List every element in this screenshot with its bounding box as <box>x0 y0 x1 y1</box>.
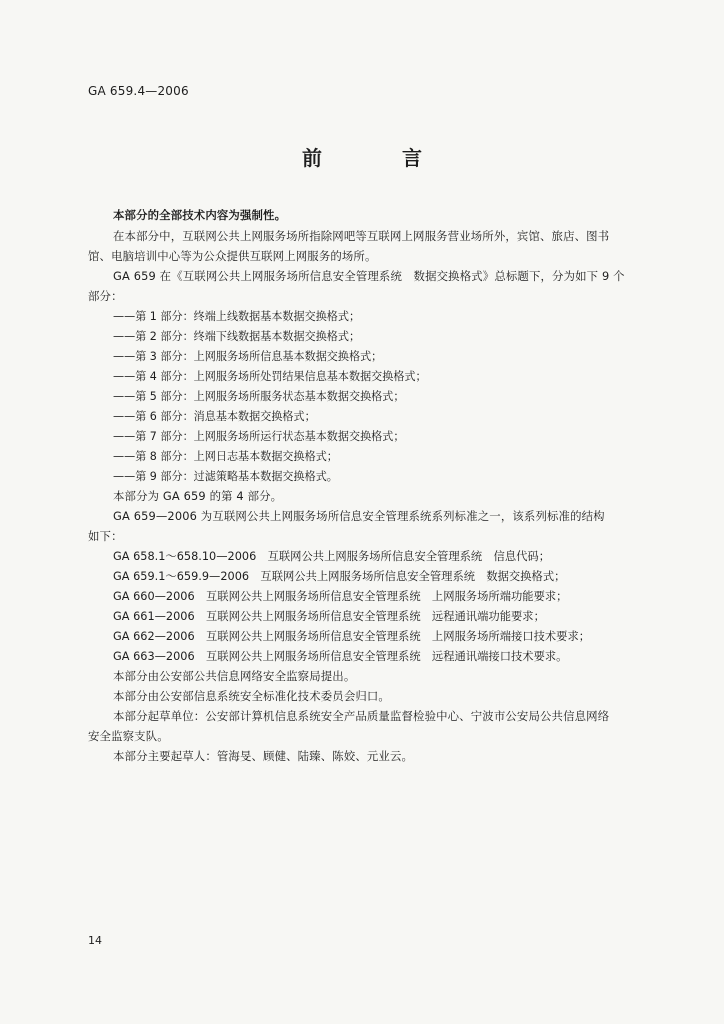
part-list-item: ——第 1 部分：终端上线数据基本数据交换格式； <box>113 310 361 323</box>
standard-series-item: GA 660—2006 互联网公共上网服务场所信息安全管理系统 上网服务场所端功能要求； <box>113 590 568 603</box>
standard-series-item: GA 658.1～658.10—2006 互联网公共上网服务场所信息安全管理系统 信息代码； <box>113 550 551 563</box>
part-list-item: ——第 6 部分：消息基本数据交换格式； <box>113 410 316 423</box>
mandatory-statement: 本部分的全部技术内容为强制性。 <box>113 208 287 222</box>
series-paragraph-line-1: GA 659—2006 为互联网公共上网服务场所信息安全管理系统系列标准之一，该系列标准的结构 <box>113 509 605 523</box>
structure-paragraph-line-1: GA 659 在《互联网公共上网服务场所信息安全管理系统 数据交换格式》总标题下，分为如下 9 个 <box>113 269 625 283</box>
part-list-item: ——第 5 部分：上网服务场所服务状态基本数据交换格式； <box>113 390 405 403</box>
standard-number-header: GA 659.4—2006 <box>88 84 189 98</box>
standard-series-item: GA 659.1～659.9—2006 互联网公共上网服务场所信息安全管理系统 数据交换格式； <box>113 570 566 583</box>
part-list-item: ——第 8 部分：上网日志基本数据交换格式； <box>113 450 338 463</box>
standard-series-item: GA 662—2006 互联网公共上网服务场所信息安全管理系统 上网服务场所端接口技术要求； <box>113 630 591 643</box>
drafters-statement: 本部分主要起草人：管海旻、顾健、陆臻、陈姣、元业云。 <box>113 749 414 763</box>
page-number: 14 <box>88 934 102 947</box>
page-title: 前 言 <box>302 146 452 170</box>
standard-series-item: GA 663—2006 互联网公共上网服务场所信息安全管理系统 远程通讯端接口技术要求。 <box>113 650 568 663</box>
part-list-item: ——第 9 部分：过滤策略基本数据交换格式。 <box>113 470 338 483</box>
drafting-units-line-1: 本部分起草单位：公安部计算机信息系统安全产品质量监督检验中心、宁波市公安局公共信息网络 <box>113 709 610 723</box>
scope-paragraph-line-1: 在本部分中，互联网公共上网服务场所指除网吧等互联网上网服务营业场所外，宾馆、旅店、图书 <box>113 229 610 243</box>
scope-paragraph-line-2: 馆、电脑培训中心等为公众提供互联网上网服务的场所。 <box>88 249 377 263</box>
part-list-item: ——第 2 部分：终端下线数据基本数据交换格式； <box>113 330 361 343</box>
current-part-statement: 本部分为 GA 659 的第 4 部分。 <box>113 489 283 503</box>
proposer-statement: 本部分由公安部公共信息网络安全监察局提出。 <box>113 669 356 683</box>
part-list-item: ——第 4 部分：上网服务场所处罚结果信息基本数据交换格式； <box>113 370 427 383</box>
administrator-statement: 本部分由公安部信息系统安全标准化技术委员会归口。 <box>113 689 390 703</box>
standard-series-item: GA 661—2006 互联网公共上网服务场所信息安全管理系统 远程通讯端功能要求； <box>113 610 545 623</box>
part-list-item: ——第 7 部分：上网服务场所运行状态基本数据交换格式； <box>113 430 405 443</box>
series-paragraph-line-2: 如下： <box>88 529 123 543</box>
drafting-units-line-2: 安全监察支队。 <box>88 729 169 743</box>
structure-paragraph-line-2: 部分： <box>88 289 123 303</box>
part-list-item: ——第 3 部分：上网服务场所信息基本数据交换格式； <box>113 350 383 363</box>
